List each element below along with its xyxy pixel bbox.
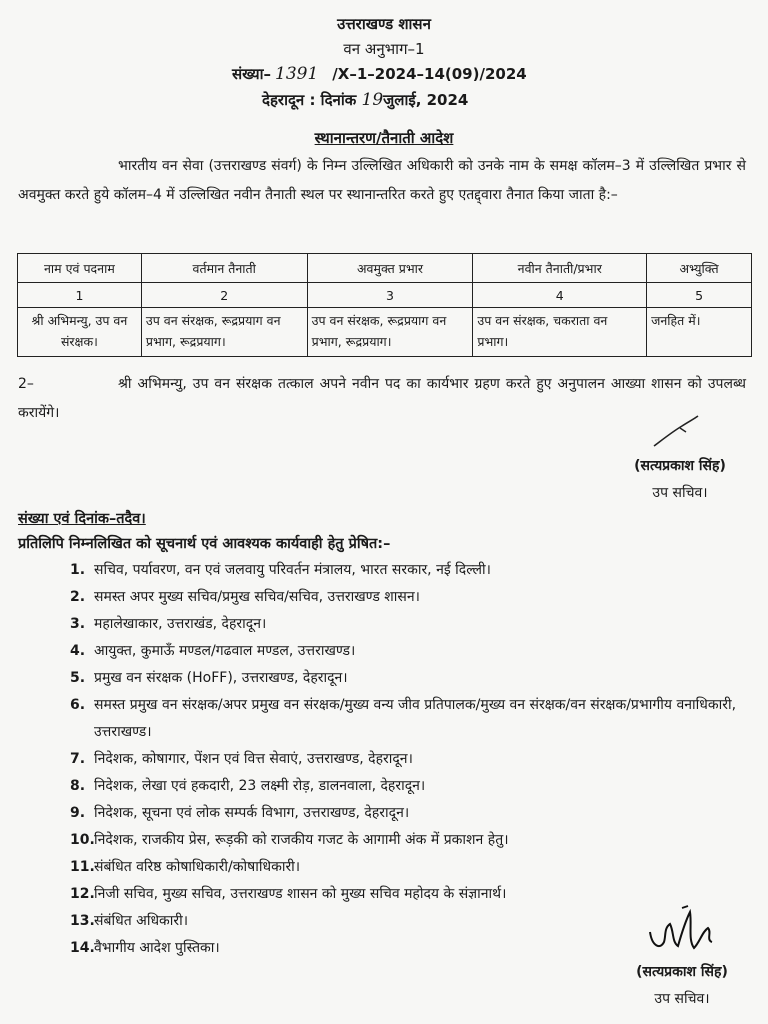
paragraph-2-number: 2– — [18, 376, 34, 392]
paragraph-1: भारतीय वन सेवा (उत्तराखण्ड संवर्ग) के निम्न उल्लिखित अधिकारी को उनके नाम के समक्ष कॉलम–3 में उल्लिखित प्रभार से अवमुक्त करते हुये कॉलम–4 में उल्लिखित नवीन तैनाती स्थल पर स्थानान्तरित करते हुए एतद्द्वारा तैनात किया जाता है:– — [18, 158, 746, 203]
list-item: 4. आयुक्त, कुमाऊँ मण्डल/गढवाल मण्डल, उत्तराखण्ड। — [70, 643, 356, 659]
list-item: 5. प्रमुख वन संरक्षक (HoFF), उत्तराखण्ड, देहरादून। — [70, 670, 348, 686]
list-item: 8. निदेशक, लेखा एवं हकदारी, 23 लक्ष्मी रोड़, डालनवाला, देहरादून। — [70, 778, 426, 794]
list-item: 3. महालेखाकार, उत्तराखंड, देहरादून। — [70, 616, 267, 632]
list-item: 7. निदेशक, कोषागार, पेंशन एवं वित्त सेवाएं, उत्तराखण्ड, देहरादून। — [70, 751, 413, 767]
posting-table — [17, 253, 752, 357]
ref-label: संख्या– — [232, 65, 272, 83]
col-header-remarks: अभ्युक्ति — [647, 254, 752, 283]
col-number: 4 — [473, 283, 647, 308]
signature-handwritten-icon — [642, 902, 722, 960]
government-name: उत्तराखण्ड शासन — [337, 15, 431, 33]
cell-remarks: जनहित में। — [647, 308, 752, 357]
section-name: वन अनुभाग–1 — [343, 40, 425, 58]
date-prefix: देहरादून : दिनांक — [262, 91, 357, 109]
list-item: 1. सचिव, पर्यावरण, वन एवं जलवायु परिवर्तन मंत्रालय, भारत सरकार, नई दिल्ली। — [70, 562, 491, 578]
table-header-row — [18, 254, 752, 283]
copy-intro: प्रतिलिपि निम्नलिखित को सूचनार्थ एवं आवश्यक कार्यवाही हेतु प्रेषित:– — [18, 536, 391, 552]
order-date — [262, 90, 468, 110]
list-item: 2. समस्त अपर मुख्य सचिव/प्रमुख सचिव/सचिव, उत्तराखण्ड शासन। — [70, 589, 420, 605]
col-header-new-posting: नवीन तैनाती/प्रभार — [473, 254, 647, 283]
col-number: 2 — [141, 283, 307, 308]
paragraph-2-text: श्री अभिमन्यु, उप वन संरक्षक तत्काल अपने नवीन पद का कार्यभार ग्रहण करते हुए अनुपालन आख्या शासन को उपलब्ध करायेंगे। — [18, 376, 746, 421]
signature-block-1 — [610, 410, 750, 502]
list-item: 11. संबंधित वरिष्ठ कोषाधिकारी/कोषाधिकारी। — [70, 859, 301, 875]
signatory-designation: उप सचिव। — [654, 991, 710, 1007]
order-title: स्थानान्तरण/तैनाती आदेश — [314, 129, 454, 147]
signatory-designation: उप सचिव। — [652, 485, 708, 501]
signatory-name: (सत्यप्रकाश सिंह) — [636, 964, 728, 980]
list-item: 14. वैभागीय आदेश पुस्तिका। — [70, 940, 220, 956]
cell-relieved-charge: उप वन संरक्षक, रूद्रप्रयाग वन प्रभाग, रूद्रप्रयाग। — [307, 308, 473, 357]
signature-block-2 — [612, 902, 752, 1008]
col-number: 5 — [647, 283, 752, 308]
signatory-name: (सत्यप्रकाश सिंह) — [634, 458, 726, 474]
ref-suffix: /X–1–2024–14(09)/2024 — [332, 65, 527, 83]
cell-current-posting: उप वन संरक्षक, रूद्रप्रयाग वन प्रभाग, रूद्रप्रयाग। — [141, 308, 307, 357]
list-item: 9. निदेशक, सूचना एवं लोक सम्पर्क विभाग, उत्तराखण्ड, देहरादून। — [70, 805, 410, 821]
reference-number — [232, 64, 527, 84]
table-number-row — [18, 283, 752, 308]
ref-handwritten-number: 1391 — [275, 64, 319, 84]
list-item: 12. निजी सचिव, मुख्य सचिव, उत्तराखण्ड शासन को मुख्य सचिव महोदय के संज्ञानार्थ। — [70, 886, 507, 902]
date-handwritten-day: 19 — [361, 90, 384, 110]
list-item: 13. संबंधित अधिकारी। — [70, 913, 189, 929]
col-number: 3 — [307, 283, 473, 308]
col-header-relieved-charge: अवमुक्त प्रभार — [307, 254, 473, 283]
copy-reference-heading: संख्या एवं दिनांक–तदैव। — [18, 511, 146, 527]
cell-officer-name: श्री अभिमन्यु, उप वन संरक्षक। — [18, 308, 142, 357]
list-item: 10. निदेशक, राजकीय प्रेस, रूड़की को राजकीय गजट के आगामी अंक में प्रकाशन हेतु। — [70, 832, 509, 848]
col-header-name: नाम एवं पदनाम — [18, 254, 142, 283]
col-header-current-posting: वर्तमान तैनाती — [141, 254, 307, 283]
table-row — [18, 308, 752, 357]
signature-scribble-icon — [610, 410, 750, 452]
col-number: 1 — [18, 283, 142, 308]
cell-new-posting: उप वन संरक्षक, चकराता वन प्रभाग। — [473, 308, 647, 357]
list-item: 6. समस्त प्रमुख वन संरक्षक/अपर प्रमुख वन संरक्षक/मुख्य वन्य जीव प्रतिपालक/मुख्य वन संरक्षक/वन संरक्षक/प्रभागीय वनाधिकारी, उत्तराखण्ड। — [70, 697, 737, 740]
date-suffix: जुलाई, 2024 — [383, 91, 469, 109]
